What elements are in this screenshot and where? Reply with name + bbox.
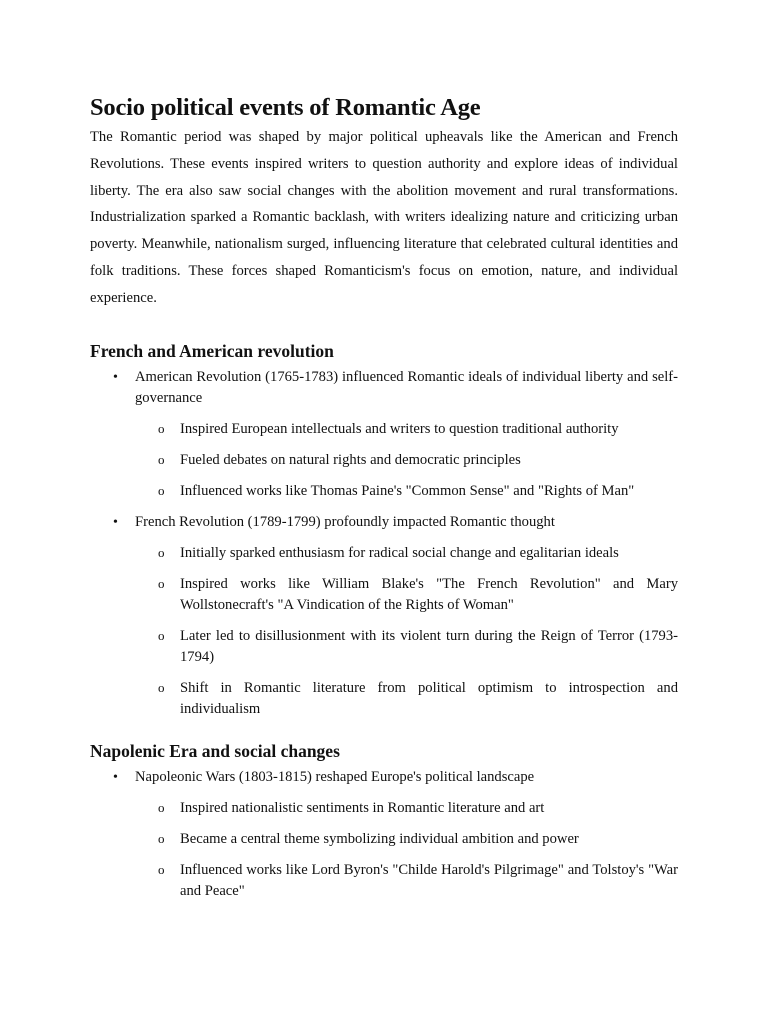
list-item <box>90 367 678 409</box>
sub-list-item-text: Became a central theme symbolizing individual ambition and power <box>180 830 579 847</box>
bullet-list-napoleonic <box>90 767 678 902</box>
sub-bullet-marker: o <box>158 544 165 560</box>
sub-bullet-marker: o <box>158 830 165 846</box>
sub-list-item <box>135 678 678 720</box>
document-page <box>90 92 678 902</box>
sub-list-item <box>135 419 678 440</box>
sub-list-item-text: Shift in Romantic literature from political optimism to introspection and individualism <box>180 679 678 717</box>
bullet-list-revolutions <box>90 367 678 720</box>
page-title: Socio political events of Romantic Age <box>90 94 481 121</box>
sub-bullet-marker: o <box>158 575 165 591</box>
sub-list-item-text: Later led to disillusionment with its violent turn during the Reign of Terror (1793-1794) <box>180 627 678 665</box>
list-item <box>90 767 678 788</box>
list-item-text: Napoleonic Wars (1803-1815) reshaped Europe's political landscape <box>135 768 535 785</box>
list-item-text: French Revolution (1789-1799) profoundly impacted Romantic thought <box>135 513 555 530</box>
sub-list-item-text: Inspired works like William Blake's "The French Revolution" and Mary Wollstonecraft's "A Vindication of the Rights of Woman" <box>180 575 678 613</box>
sub-bullet-marker: o <box>158 482 165 498</box>
sub-list-item <box>135 543 678 564</box>
sub-list-container <box>90 798 678 902</box>
sub-list-item-text: Inspired European intellectuals and writers to question traditional authority <box>180 420 619 437</box>
sub-list-item-text: Fueled debates on natural rights and democratic principles <box>180 451 521 468</box>
sub-list-item-text: Influenced works like Thomas Paine's "Common Sense" and "Rights of Man" <box>180 482 635 499</box>
sub-list-item-text: Initially sparked enthusiasm for radical social change and egalitarian ideals <box>180 544 619 561</box>
sub-bullet-marker: o <box>158 861 165 877</box>
bullet-marker: • <box>113 514 118 530</box>
sub-list-item <box>135 829 678 850</box>
sub-list <box>90 798 678 902</box>
sub-bullet-marker: o <box>158 451 165 467</box>
sub-list-item <box>135 626 678 668</box>
bullet-marker: • <box>113 769 118 785</box>
list-item-text: American Revolution (1765-1783) influenced Romantic ideals of individual liberty and self-governance <box>135 368 678 406</box>
sub-list-item-text: Influenced works like Lord Byron's "Childe Harold's Pilgrimage" and Tolstoy's "War and Peace" <box>180 861 678 899</box>
sub-list-item <box>135 574 678 616</box>
sub-list-container <box>90 419 678 502</box>
sub-list-item <box>135 860 678 902</box>
intro-paragraph: The Romantic period was shaped by major political upheavals like the American and French Revolutions. These events inspired writers to question authority and explore ideas of individual liberty. The era also saw social changes with the abolition movement and rural transformations. Industrialization sparked a Romantic backlash, with writers idealizing nature and criticizing urban poverty. Meanwhile, nationalism surged, influencing literature that celebrated cultural identities and folk traditions. These forces shaped Romanticism's focus on emotion, nature, and individual experience. <box>90 129 678 306</box>
sub-bullet-marker: o <box>158 799 165 815</box>
sub-bullet-marker: o <box>158 627 165 643</box>
sub-list-item <box>135 798 678 819</box>
sub-list <box>90 419 678 502</box>
sub-bullet-marker: o <box>158 679 165 695</box>
sub-list <box>90 543 678 720</box>
section-heading-revolutions: French and American revolution <box>90 340 334 361</box>
sub-list-item <box>135 450 678 471</box>
section-heading-napoleonic: Napolenic Era and social changes <box>90 740 340 761</box>
sub-list-item-text: Inspired nationalistic sentiments in Romantic literature and art <box>180 799 545 816</box>
bullet-marker: • <box>113 369 118 385</box>
sub-list-container <box>90 543 678 720</box>
sub-list-item <box>135 481 678 502</box>
sub-bullet-marker: o <box>158 420 165 436</box>
list-item <box>90 512 678 533</box>
